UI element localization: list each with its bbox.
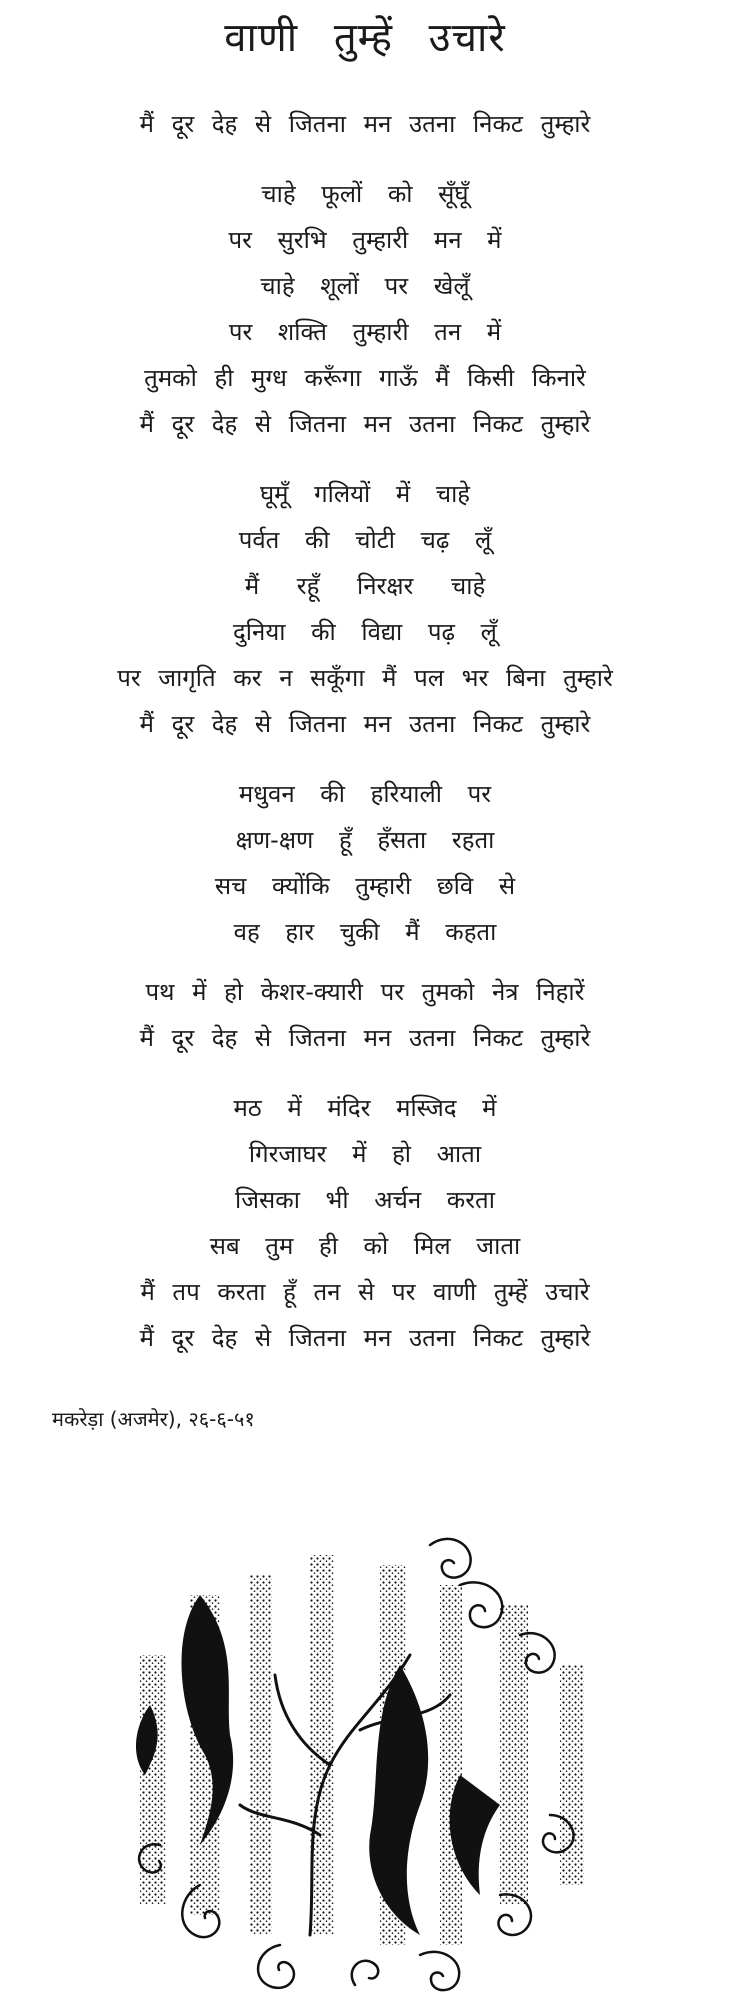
- poem-line: सच क्योंकि तुम्हारी छवि से: [214, 872, 516, 900]
- decorative-illustration: [130, 1515, 610, 1995]
- poem-line: पथ में हो केशर-क्यारी पर तुमको नेत्र निहारें: [145, 978, 585, 1006]
- poem-line-refrain: मैं दूर देह से जितना मन उतना निकट तुम्हारे: [139, 410, 591, 438]
- poem-line: जिसका भी अर्चन करता: [235, 1186, 495, 1214]
- poem-line-refrain: मैं दूर देह से जितना मन उतना निकट तुम्हारे: [139, 1024, 591, 1052]
- poem-line: सब तुम ही को मिल जाता: [209, 1232, 521, 1260]
- poem-line: मठ में मंदिर मस्जिद में: [233, 1094, 497, 1122]
- poem-line: मधुवन की हरियाली पर: [238, 780, 492, 808]
- poem-line: गिरजाघर में हो आता: [248, 1140, 482, 1168]
- poem-line: पर्वत की चोटी चढ़ लूँ: [238, 526, 492, 554]
- poem-line: पर सुरभि तुम्हारी मन में: [228, 226, 502, 254]
- poem-line: चाहे शूलों पर खेलूँ: [260, 272, 470, 300]
- poem-line: चाहे फूलों को सूँघूँ: [261, 180, 469, 208]
- poem-line: घूमूँ गलियों में चाहे: [259, 480, 471, 508]
- poem-title: वाणी तुम्हें उचारे: [224, 15, 506, 61]
- poem-line: तुमको ही मुग्ध करूँगा गाऊँ मैं किसी किनारे: [144, 364, 586, 392]
- poem-line: क्षण-क्षण हूँ हँसता रहता: [235, 826, 495, 854]
- poem-line-refrain: मैं दूर देह से जितना मन उतना निकट तुम्हारे: [139, 110, 591, 138]
- poem-line-refrain: मैं दूर देह से जितना मन उतना निकट तुम्हारे: [139, 710, 591, 738]
- poem-line: दुनिया की विद्या पढ़ लूँ: [233, 618, 497, 646]
- place-date: मकरेड़ा (अजमेर), २६-६-५१: [52, 1407, 255, 1431]
- poem-line: मैं तप करता हूँ तन से पर वाणी तुम्हें उचारे: [140, 1278, 590, 1306]
- poem-line: पर शक्ति तुम्हारी तन में: [228, 318, 502, 346]
- poem-line-refrain: मैं दूर देह से जितना मन उतना निकट तुम्हारे: [139, 1324, 591, 1352]
- poem-line: मैं रहूँ निरक्षर चाहे: [244, 572, 486, 600]
- poem-line: वह हार चुकी मैं कहता: [233, 918, 497, 946]
- poem-line: पर जागृति कर न सकूँगा मैं पल भर बिना तुम्हारे: [117, 664, 613, 692]
